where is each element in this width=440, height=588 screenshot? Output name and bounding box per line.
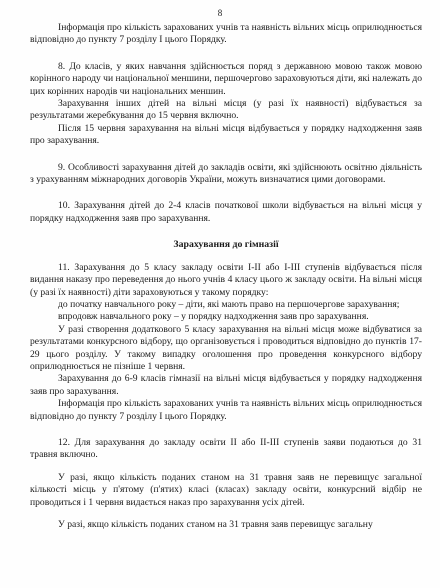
paragraph-after-june-15: Після 15 червня зарахування на вільні місця відбувається у порядку надходження заяв про зарахування. (30, 122, 422, 147)
paragraph-point-8: 8. До класів, у яких навчання здійснюється поряд з державною мовою також мовою корінного народу чи національної меншини, першочергово зараховуються діти, які належать до цих корінних народів чи національних меншин. (30, 60, 422, 97)
paragraph-grades-6-9: Зарахування до 6-9 класів гімназії на вільні місця відбувається у порядку надходження заяв про зарахування. (30, 373, 422, 397)
paragraph-point-11: 11. Зарахування до 5 класу закладу освіти I-II або I-III ступенів відбувається після видання наказу про переведення до нього учнів 4 класу цього ж закладу освіти. На вільні місця (у разі їх наявності) діти зараховуються у такому порядку: (30, 261, 422, 298)
paragraph-exceeds-total: У разі, якщо кількість поданих станом на 31 травня заяв перевищує загальну (58, 519, 373, 530)
paragraph-during-school-year: впродовж навчального року – у порядку надходження заяв про зарахування. (58, 311, 369, 323)
paragraph-additional-class: У разі створення додаткового 5 класу зарахування на вільні місця може відбуватися за результатами конкурсного відбору, що організовується і проводиться відповідно до пунктів 17-29 цього розділу. У такому випадку оголошення про проведення конкурсного відбору оприлюднюється не пізніше 1 червня. (30, 323, 422, 372)
paragraph-lottery: Зарахування інших дітей на вільні місця (у разі їх наявності) відбувається за результатами жеребкування до 15 червня включно. (30, 98, 422, 122)
section-heading: Зарахування до гімназії (173, 239, 279, 251)
page-number: 8 (217, 8, 223, 18)
paragraph-point-9: 9. Особливості зарахування дітей до закладів освіти, які здійснюють освітню діяльність з урахуванням міжнародних договорів України, можуть визначатися цими договорами. (30, 161, 422, 186)
paragraph-before-school-year: до початку навчального року – діти, які мають право на першочергове зарахування; (58, 298, 400, 310)
paragraph-info-enrollment: Інформація про кількість зарахованих учнів та наявність вільних місць оприлюднюється відповідно до пункту 7 розділу I цього Порядку. (30, 22, 422, 46)
paragraph-point-12: 12. Для зарахування до закладу освіти II або II-III ступенів заяви подаються до 31 травня включно. (30, 436, 422, 461)
paragraph-info-enrollment-2: Інформація про кількість зарахованих учнів та наявність вільних місць оприлюднюється відповідно до пункту 7 розділу I цього Порядку. (30, 398, 422, 422)
paragraph-no-competition: У разі, якщо кількість поданих станом на 31 травня заяв не перевищує загальної кількості місць у п'ятому (п'ятих) класі (класах) закладу освіти, конкурсний відбір не проводиться і 1 червня видається наказ про зарахування усіх дітей. (30, 471, 422, 508)
paragraph-point-10: 10. Зарахування дітей до 2-4 класів початкової школи відбувається на вільні місця у порядку надходження заяв про зарахування. (30, 200, 422, 224)
document-body (30, 22, 422, 531)
